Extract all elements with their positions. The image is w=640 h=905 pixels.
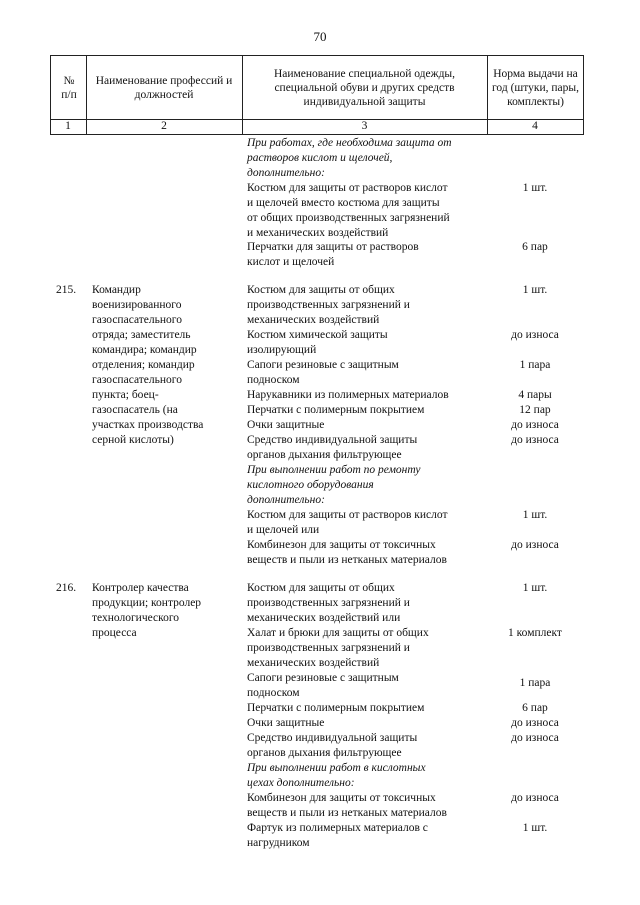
page-number: 70 — [313, 29, 327, 44]
norm-value: до износа — [511, 732, 559, 744]
item-line: Костюм для защиты от растворов кислот — [247, 182, 448, 194]
profession-line: командира; командир — [92, 344, 197, 356]
item-line: Комбинезон для защиты от токсичных — [247, 539, 436, 551]
note-line: цехах дополнительно: — [247, 777, 355, 789]
item-line: Перчатки для защиты от растворов — [247, 241, 419, 253]
norm-value: 1 комплект — [508, 627, 562, 639]
item-line: Очки защитные — [247, 717, 325, 729]
item-line: Комбинезон для защиты от токсичных — [247, 792, 436, 804]
norm-value: 1 шт. — [522, 582, 548, 594]
item-line: органов дыхания фильтрующее — [247, 449, 402, 461]
header-bottom-border — [50, 134, 584, 135]
item-line: Костюм химической защиты — [247, 329, 388, 341]
profession-line: отделения; командир — [92, 359, 195, 371]
header-num-1: 1 — [65, 120, 71, 132]
norm-value: 4 пары — [518, 389, 552, 401]
header-number: № п/п — [61, 74, 77, 101]
item-line: и щелочей вместо костюма для защиты — [247, 197, 440, 209]
header-num-2: 2 — [161, 120, 167, 132]
item-line: и щелочей или — [247, 524, 320, 536]
item-line: производственных загрязнений и — [247, 642, 410, 654]
norm-value: 1 пара — [519, 677, 551, 689]
item-line: Очки защитные — [247, 419, 325, 431]
item-line: Костюм для защиты от растворов кислот — [247, 509, 448, 521]
note-line: При работах, где необходима защита от — [247, 137, 452, 149]
item-line: Средство индивидуальной защиты — [247, 434, 418, 446]
item-line: Перчатки с полимерным покрытием — [247, 702, 425, 714]
profession-line: серной кислоты) — [92, 434, 174, 446]
norm-value: до износа — [511, 539, 559, 551]
header-num-4: 4 — [532, 120, 538, 132]
profession-line: участках производства — [92, 419, 204, 431]
item-line: Костюм для защиты от общих — [247, 284, 395, 296]
header-norm: Норма выдачи на год (штуки, пары, комплекты) — [492, 67, 579, 108]
grid-v4 — [583, 55, 584, 135]
norm-value: до износа — [511, 419, 559, 431]
item-line: механических воздействий — [247, 314, 380, 326]
norm-value: до износа — [511, 329, 559, 341]
item-line: подноском — [247, 687, 300, 699]
item-line: Нарукавники из полимерных материалов — [247, 389, 449, 401]
item-line: Средство индивидуальной защиты — [247, 732, 418, 744]
note-line: кислотного оборудования — [247, 479, 374, 491]
header-profession: Наименование профессий и должностей — [95, 74, 233, 101]
profession-line: Контролер качества — [92, 582, 189, 594]
profession-line: продукции; контролер — [92, 597, 202, 609]
item-line: механических воздействий — [247, 657, 380, 669]
row-number: 215. — [56, 284, 77, 296]
profession-line: процесса — [92, 627, 137, 639]
item-line: Костюм для защиты от общих — [247, 582, 395, 594]
norm-value: 12 пар — [519, 404, 551, 416]
note-line: При выполнении работ в кислотных — [247, 762, 426, 774]
item-line: Фартук из полимерных материалов с — [247, 822, 428, 834]
item-line: веществ и пыли из нетканых материалов — [247, 807, 447, 819]
item-line: и механических воздействий — [247, 227, 389, 239]
norm-value: 6 пар — [522, 702, 548, 714]
header-equipment: Наименование специальной одежды, специальной обуви и других средств индивидуальной защиты — [273, 67, 456, 108]
norm-value: до износа — [511, 792, 559, 804]
profession-line: Командир — [92, 284, 141, 296]
item-line: Перчатки с полимерным покрытием — [247, 404, 425, 416]
row-number: 216. — [56, 582, 77, 594]
item-line: производственных загрязнений и — [247, 299, 410, 311]
profession-line: газоспасательного — [92, 374, 182, 386]
profession-line: газоспасательного — [92, 314, 182, 326]
item-line: Сапоги резиновые с защитным — [247, 359, 399, 371]
item-line: органов дыхания фильтрующее — [247, 747, 402, 759]
norm-value: 1 шт. — [522, 822, 548, 834]
item-line: Сапоги резиновые с защитным — [247, 672, 399, 684]
item-line: кислот и щелочей — [247, 256, 335, 268]
note-line: При выполнении работ по ремонту — [247, 464, 421, 476]
norm-value: 1 пара — [519, 359, 551, 371]
norm-value: до износа — [511, 434, 559, 446]
item-line: от общих производственных загрязнений — [247, 212, 450, 224]
note-line: дополнительно: — [247, 167, 325, 179]
profession-line: пункта; боец- — [92, 389, 159, 401]
profession-line: отряда; заместитель — [92, 329, 191, 341]
profession-line: газоспасатель (на — [92, 404, 178, 416]
norm-value: 6 пар — [522, 241, 548, 253]
item-line: производственных загрязнений и — [247, 597, 410, 609]
norm-value: 1 шт. — [522, 509, 548, 521]
item-line: нагрудником — [247, 837, 310, 849]
header-num-3: 3 — [361, 120, 368, 132]
note-line: растворов кислот и щелочей, — [247, 152, 393, 164]
note-line: дополнительно: — [247, 494, 325, 506]
item-line: веществ и пыли из нетканых материалов — [247, 554, 447, 566]
item-line: Халат и брюки для защиты от общих — [247, 627, 429, 639]
item-line: механических воздействий или — [247, 612, 401, 624]
norm-value: до износа — [511, 717, 559, 729]
norm-value: 1 шт. — [522, 284, 548, 296]
profession-line: военизированного — [92, 299, 182, 311]
profession-line: технологического — [92, 612, 180, 624]
item-line: подноском — [247, 374, 300, 386]
item-line: изолирующий — [247, 344, 317, 356]
norm-value: 1 шт. — [522, 182, 548, 194]
